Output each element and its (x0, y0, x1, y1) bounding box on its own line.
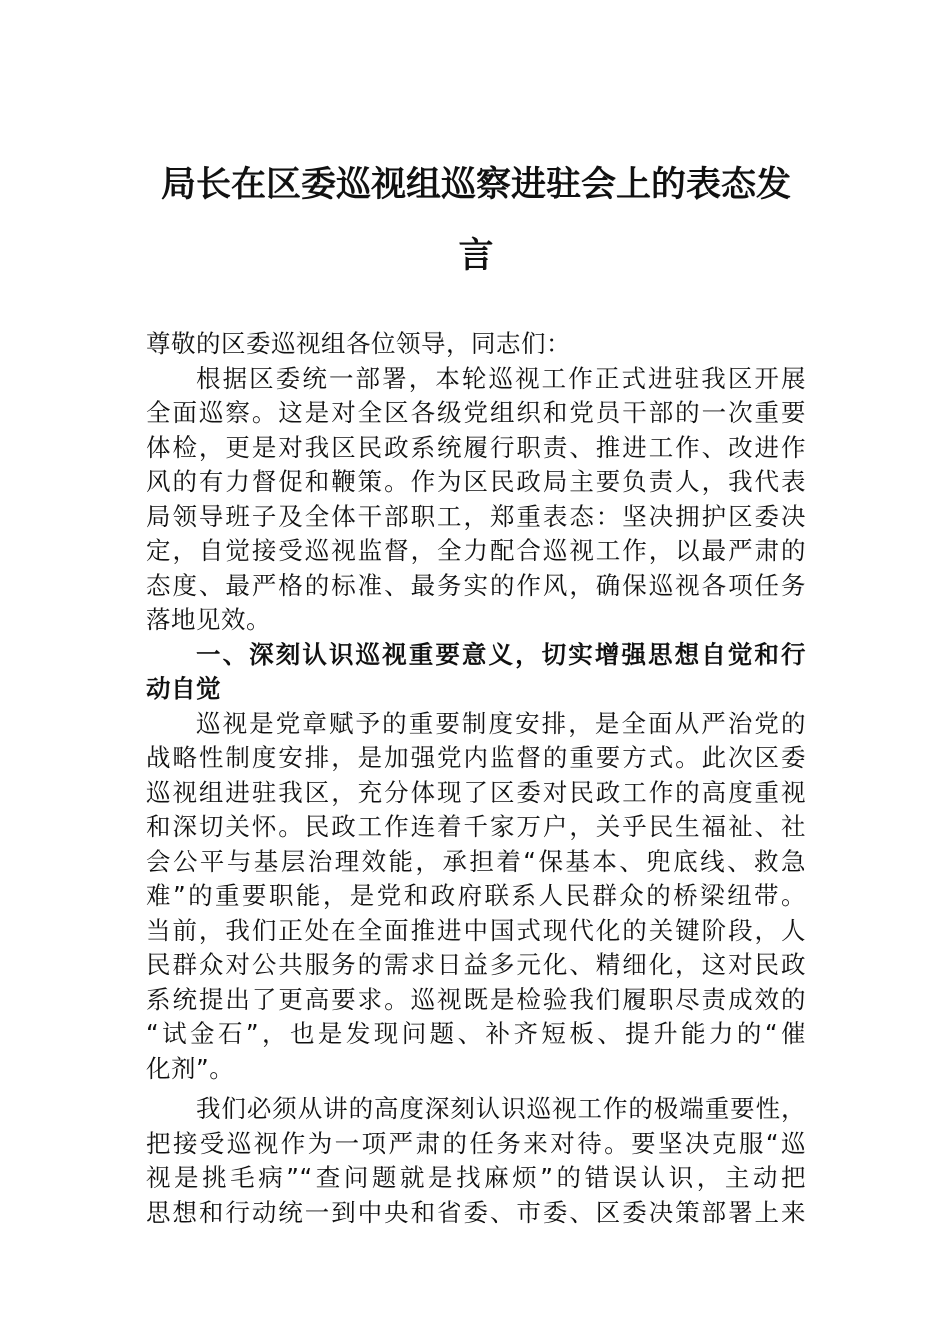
paragraph-line: 把接受巡视作为一项严肃的任务来对待。要坚决克服“巡 (146, 1129, 806, 1158)
paragraph-line: 全面巡察。这是对全区各级党组织和党员干部的一次重要 (146, 398, 806, 427)
document-title-line-2: 言 (458, 235, 494, 276)
paragraph-line: 思想和行动统一到中央和省委、市委、区委决策部署上来 (146, 1198, 806, 1227)
paragraph-line: 局领导班子及全体干部职工，郑重表态：坚决拥护区委决 (146, 502, 806, 531)
section-heading-1: 一、深刻认识巡视重要意义，切实增强思想自觉和行 (196, 640, 806, 669)
paragraph-line: 风的有力督促和鞭策。作为区民政局主要负责人，我代表 (146, 467, 806, 496)
paragraph-line: 定，自觉接受巡视监督，全力配合巡视工作，以最严肃的 (146, 536, 806, 565)
paragraph-line: 当前，我们正处在全面推进中国式现代化的关键阶段，人 (146, 916, 806, 945)
paragraph-line: 体检，更是对我区民政系统履行职责、推进工作、改进作 (146, 433, 806, 462)
paragraph-line: 化剂”。 (146, 1054, 235, 1083)
paragraph-line: 和深切关怀。民政工作连着千家万户，关乎民生福祉、社 (146, 812, 806, 841)
paragraph-line: 系统提出了更高要求。巡视既是检验我们履职尽责成效的 (146, 985, 806, 1014)
paragraph-line: 根据区委统一部署，本轮巡视工作正式进驻我区开展 (196, 364, 806, 393)
section-heading-1-cont: 动自觉 (146, 674, 221, 703)
document-title-line-1: 局长在区委巡视组巡察进驻会上的表态发 (160, 164, 791, 205)
salutation: 尊敬的区委巡视组各位领导，同志们： (146, 329, 571, 358)
paragraph-line: 视是挑毛病”“查问题就是找麻烦”的错误认识，主动把 (146, 1163, 806, 1192)
paragraph-line: 会公平与基层治理效能，承担着“保基本、兜底线、救急 (146, 847, 806, 876)
paragraph-line: 我们必须从讲的高度深刻认识巡视工作的极端重要性， (196, 1094, 806, 1123)
paragraph-line: 落地见效。 (146, 605, 271, 634)
paragraph-line: 战略性制度安排，是加强党内监督的重要方式。此次区委 (146, 743, 806, 772)
paragraph-line: 巡视组进驻我区，充分体现了区委对民政工作的高度重视 (146, 778, 806, 807)
paragraph-line: 民群众对公共服务的需求日益多元化、精细化，这对民政 (146, 950, 806, 979)
paragraph-line: 态度、最严格的标准、最务实的作风，确保巡视各项任务 (146, 571, 806, 600)
paragraph-line: 巡视是党章赋予的重要制度安排，是全面从严治党的 (196, 709, 806, 738)
paragraph-line: “试金石”，也是发现问题、补齐短板、提升能力的“催 (146, 1019, 806, 1048)
paragraph-line: 难”的重要职能，是党和政府联系人民群众的桥梁纽带。 (146, 881, 806, 910)
